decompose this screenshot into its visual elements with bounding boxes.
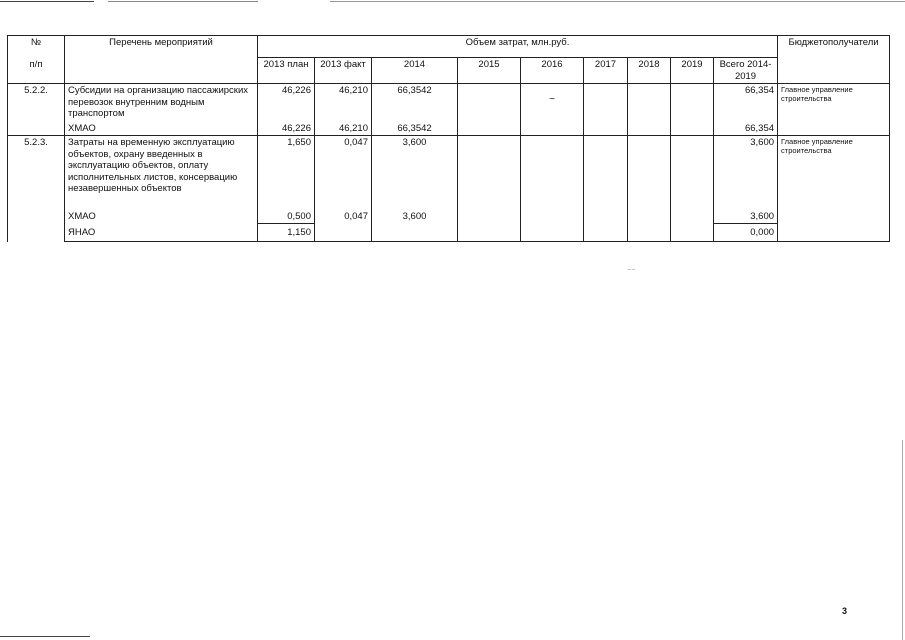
year-header: 2014	[372, 58, 458, 84]
col-number-header: № п/п	[8, 36, 65, 84]
col-recipients-header: Бюджетополучатели	[778, 36, 890, 84]
table-row	[8, 136, 890, 204]
scan-speck: ⁻⁻	[627, 266, 636, 275]
col-costs-header: Объем затрат, млн.руб.	[258, 36, 778, 58]
year-header: 2015	[458, 58, 521, 84]
col-activities-header: Перечень мероприятий	[65, 36, 258, 84]
value-2016	[521, 84, 584, 136]
value-2013-fact: 46,210	[315, 122, 372, 136]
scan-artifact-line	[0, 1, 94, 2]
row-number: 5.2.2.	[8, 84, 65, 136]
value-total: 66,354	[714, 122, 778, 136]
region-label: ХМАО	[65, 122, 258, 136]
value-2013-fact: 0,047	[315, 136, 372, 204]
region-label: ХМАО	[65, 204, 258, 224]
table-row	[8, 224, 890, 242]
value-2017	[584, 136, 628, 242]
value-2019	[671, 136, 714, 242]
value-2013-fact: 46,210	[315, 84, 372, 122]
scan-artifact-line	[108, 1, 258, 2]
activity-description: Субсидии на организацию пассажирских перевозок внутренним водным транспортом	[65, 84, 258, 122]
recipient: Главное управление строительства	[778, 136, 890, 242]
value-2015	[458, 136, 521, 242]
header-row-1	[8, 36, 890, 58]
recipient: Главное управление строительства	[778, 84, 890, 136]
value-2019	[671, 84, 714, 136]
value-2016	[521, 136, 584, 242]
scan-artifact-edge	[902, 440, 903, 640]
year-header: 2018	[628, 58, 671, 84]
value-2013-fact	[315, 224, 372, 242]
value-2018	[628, 136, 671, 242]
year-header: 2013 план	[258, 58, 315, 84]
row-number: 5.2.3.	[8, 136, 65, 242]
value-2015	[458, 84, 521, 136]
scan-artifact-line	[0, 636, 90, 637]
value-2014	[372, 224, 458, 242]
tilde-mark: ~	[549, 94, 555, 105]
value-2017	[584, 84, 628, 136]
value-total: 66,354	[714, 84, 778, 122]
value-2014: 3,600	[372, 204, 458, 224]
value-2013-plan: 46,226	[258, 84, 315, 122]
value-2014: 66,3542	[372, 122, 458, 136]
scan-artifact-line	[330, 1, 905, 2]
page-number: 3	[842, 606, 848, 616]
value-2014: 66,3542	[372, 84, 458, 122]
year-header: Всего 2014-2019	[714, 58, 778, 84]
year-header: 2013 факт	[315, 58, 372, 84]
value-2013-plan: 1,150	[258, 224, 315, 242]
value-total: 3,600	[714, 204, 778, 224]
year-header: 2017	[584, 58, 628, 84]
value-2013-plan: 0,500	[258, 204, 315, 224]
table-row	[8, 122, 890, 136]
value-2018	[628, 84, 671, 136]
year-header: 2016	[521, 58, 584, 84]
activity-description: Затраты на временную эксплуатацию объектов, охрану введенных в эксплуатацию объектов, оплату исполнительных листов, консервацию незавершенных объектов	[65, 136, 258, 204]
table-row	[8, 84, 890, 122]
value-2014: 3,600	[372, 136, 458, 204]
table-row	[8, 204, 890, 224]
value-total: 0,000	[714, 224, 778, 242]
value-2013-plan: 1,650	[258, 136, 315, 204]
region-label: ЯНАО	[65, 224, 258, 242]
value-2013-plan: 46,226	[258, 122, 315, 136]
value-2013-fact: 0,047	[315, 204, 372, 224]
value-total: 3,600	[714, 136, 778, 204]
budget-table	[7, 35, 890, 242]
year-header: 2019	[671, 58, 714, 84]
